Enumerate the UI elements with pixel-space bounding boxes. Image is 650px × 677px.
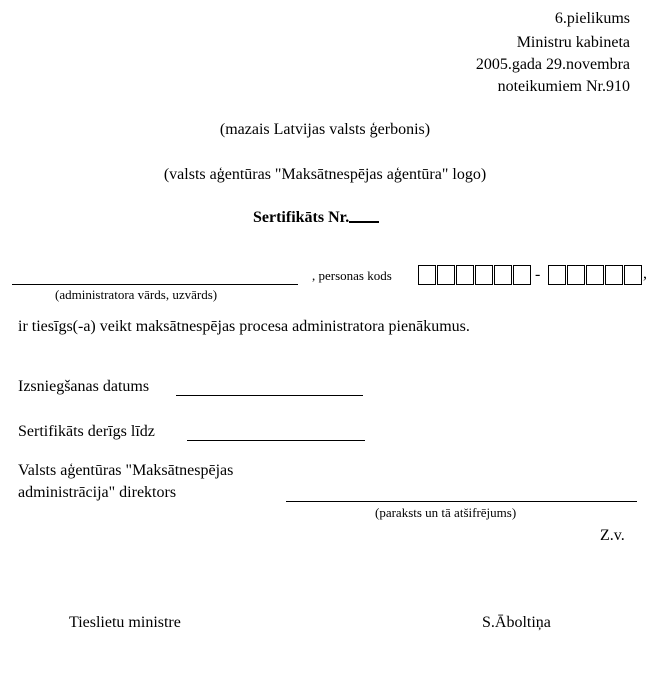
personal-code-part1	[418, 265, 532, 285]
seal-label: Z.v.	[600, 527, 625, 544]
issue-date-label: Izsniegšanas datums	[18, 378, 150, 395]
code-box	[567, 265, 585, 285]
code-box	[456, 265, 474, 285]
code-box	[475, 265, 493, 285]
certificate-title-text: Sertifikāts Nr.	[253, 209, 350, 226]
director-line-2: administrācija" direktors	[18, 484, 177, 501]
signature-caption: (paraksts un tā atšifrējums)	[375, 505, 517, 520]
certificate-title	[253, 209, 379, 227]
code-box	[494, 265, 512, 285]
code-box	[548, 265, 566, 285]
trailing-comma: ,	[643, 265, 647, 282]
logo-placeholder: (valsts aģentūras "Maksātnespējas aģentūra" logo)	[163, 166, 487, 183]
minister-title: Tieslietu ministre	[69, 614, 181, 631]
director-line-1: Valsts aģentūras "Maksātnespējas	[18, 462, 234, 479]
certificate-number-line	[349, 221, 379, 223]
administrator-caption: (administratora vārds, uzvārds)	[55, 287, 218, 302]
annex-line-2: Ministru kabineta	[516, 34, 630, 51]
personal-code-part2	[548, 265, 643, 285]
administrator-name-line	[12, 284, 298, 285]
code-box	[605, 265, 623, 285]
personal-code-label: , personas kods	[312, 268, 392, 283]
code-box	[586, 265, 604, 285]
annex-line-3: 2005.gada 29.novembra	[475, 56, 630, 73]
minister-name: S.Āboltiņa	[482, 614, 551, 631]
signature-line	[286, 501, 637, 502]
annex-line-4: noteikumiem Nr.910	[497, 78, 630, 95]
code-box	[437, 265, 455, 285]
valid-until-label: Sertifikāts derīgs līdz	[18, 423, 155, 440]
valid-until-line	[187, 440, 365, 441]
code-box	[418, 265, 436, 285]
issue-date-line	[176, 395, 363, 396]
code-separator: -	[535, 266, 541, 283]
emblem-placeholder: (mazais Latvijas valsts ģerbonis)	[219, 121, 431, 138]
code-box	[624, 265, 642, 285]
annex-line-1: 6.pielikums	[554, 10, 630, 27]
code-box	[513, 265, 531, 285]
entitlement-text: ir tiesīgs(-a) veikt maksātnespējas procesa administratora pienākumus.	[18, 318, 470, 335]
